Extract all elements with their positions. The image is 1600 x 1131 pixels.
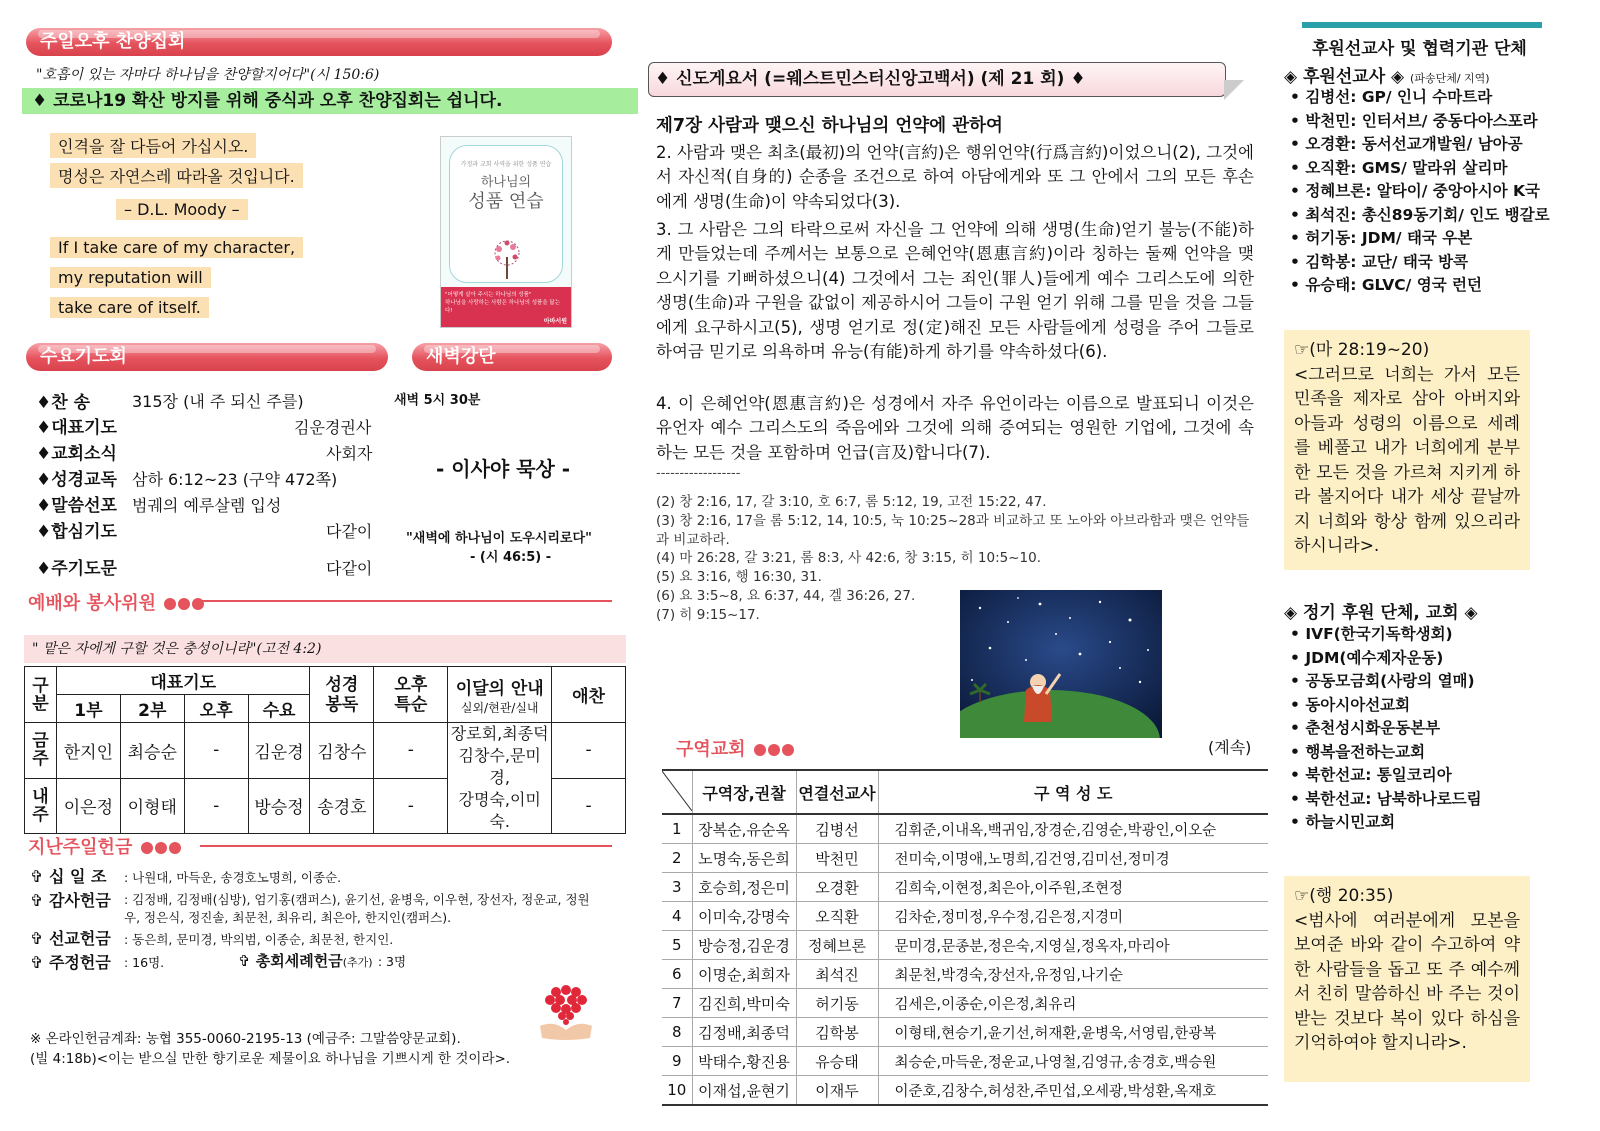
wed-value-prayer: 김운경권사: [294, 418, 372, 437]
paragraph-3: 3. 그 사람은 그의 타락으로써 자신을 그 언약에 의해 생명(生命)얻기 불능(不能)하게 만들었는데 주께서는 보통으로 은혜언약(恩惠言約)이라 칭하는 둘째 언약을 맺으시기를 기뻐하셨으니(4) 그것에서 그는 죄인(罪人)들에게 예수 그리스도에 의한 생명(生命)과 구원을 값없이 제공하시어 그들이 구원 얻기 위해 그를 믿을 것을 그들에게 요구하시고(5), 생명 얻기로 정(定)해진 모든 사람들에게 성령을 주어 그들로 하여금 믿기로 의욕하며 유능(有能)하게 하기를 약속하셨다(6).: [656, 220, 1254, 362]
wed-label-news: ♦교회소식: [36, 444, 117, 464]
book-banner: "어떻게 살아 주시는 하나님의 성품" 하나님을 사랑하는 사람은 하나님의 성품을 닮는다!: [441, 287, 571, 327]
district-cell-no: 3: [662, 873, 692, 902]
offering-mission-names: : 동은희, 문미경, 박의범, 이종순, 최문천, 한지인.: [124, 932, 394, 947]
confession-title: ♦ 신도게요서 (=웨스트민스터신앙고백서) (제 21 회) ♦: [655, 69, 1086, 89]
header-gubun: 구분: [25, 667, 57, 723]
english-line-2: my reputation will: [50, 267, 211, 288]
table-row: [662, 1047, 1268, 1076]
dawn-title-banner: [412, 343, 612, 371]
wed-label-joint-prayer: ♦합심기도: [36, 522, 117, 542]
diamond-icon: ◈: [1391, 67, 1405, 87]
header-bible: 성경봉독: [310, 667, 374, 723]
book-cover: [440, 136, 572, 328]
list-item: • 북한선교: 통일코리아: [1290, 766, 1452, 784]
servants-quote: " 맡은 자에게 구할 것은 충성이니라"(고전 4:2): [24, 635, 626, 663]
verse-ref: ☞(행 20:35): [1294, 886, 1394, 906]
dawn-verse-ref: - (시 46:5) -: [470, 550, 552, 565]
list-item: • 행복을전하는교회: [1290, 742, 1426, 761]
table-row: [662, 1018, 1268, 1047]
district-cell-no: 7: [662, 989, 692, 1018]
header-prayer: 대표기도: [56, 667, 310, 695]
district-cell-no: 5: [662, 931, 692, 960]
table-row: [662, 931, 1268, 960]
starry-night-illustration: [960, 590, 1162, 738]
offering-thanks-names: : 김정배, 김정배(심방), 엄기홍(캠퍼스), 윤기선, 윤병욱, 이우현, 장선자, 정운교, 정원우, 정은식, 정진솔, 최문천, 최유리, 최은아, 한지인(캠퍼스).: [124, 892, 590, 925]
diamond-icon: ◈: [1284, 603, 1298, 623]
quote-author: – D.L. Moody –: [116, 199, 248, 220]
district-cell-members: 이형태,현승기,윤기선,허재환,윤병욱,서영림,한광복: [878, 1018, 1268, 1047]
district-cell-leader: 이미숙,강명숙: [692, 902, 796, 931]
online-account: ※ 온라인헌금계좌: 농협 355-0060-2195-13 (예금주: 그말씀양문교회).: [30, 1031, 461, 1047]
orgs-heading: ◈ 정기 후원 단체, 교회 ◈: [1284, 603, 1478, 623]
list-item: • JDM(예수제자운동): [1290, 648, 1444, 667]
offering-weekly-names: : 16명.: [124, 955, 165, 970]
wed-value-reading: 삼하 6:12~23 (구약 472쪽): [132, 470, 338, 489]
header-diagonal: [662, 770, 692, 814]
district-cell-leader: 방승정,김운경: [692, 931, 796, 960]
table-row: [662, 844, 1268, 873]
diamond-icon: ◈: [1464, 603, 1478, 623]
offering-divider: [200, 845, 612, 847]
diamond-icon: ◈: [1284, 67, 1298, 87]
servants-divider: [200, 600, 612, 602]
english-line-1: If I take care of my character,: [50, 237, 303, 258]
servants-table: [24, 666, 626, 834]
quote-line-2: 명성은 자연스레 따라올 것입니다.: [50, 163, 303, 188]
header-guide: 이달의 안내 실외/현관/실내: [448, 667, 552, 723]
header-leader: 구역장,권찰: [692, 770, 796, 814]
guide-names: 장로회,최종덕 김창수,문미경, 강명숙,이미숙.: [448, 723, 552, 834]
district-cell-members: 최승순,마득운,정운교,나영철,김영규,송경호,백승원: [878, 1047, 1268, 1076]
district-cell-missionary: 유승태: [796, 1047, 878, 1076]
wed-value-joint-prayer: 다같이: [326, 522, 373, 541]
header-missionary: 연결선교사: [796, 770, 878, 814]
verse-box-matthew: [1284, 330, 1530, 570]
offering-weekly-label: ✞ 주정헌금: [30, 953, 111, 972]
district-cell-leader: 노명숙,동은희: [692, 844, 796, 873]
book-publisher: 아바서원: [543, 318, 567, 325]
district-cell-no: 6: [662, 960, 692, 989]
title-dots-icon: [139, 838, 181, 859]
footnote-3: (3) 창 2:16, 17을 롬 5:12, 14, 10:5, 눅 10:25~28과 비교하고 또 노아와 아브라함과 맺은 언약들과 비교하라.: [656, 513, 1250, 548]
paragraph-4: 4. 이 은혜언약(恩惠言約)은 성경에서 자주 유언이라는 이름으로 발표되니 이것은 유언자 예수 그리스도의 죽음에와 그것에 의해 증여되는 영원한 기업에, 그것에 속하는 모든 것을 포함하며 언급(言及)합니다(7).: [656, 394, 1254, 462]
list-item: • 유승태: GLVC/ 영국 런던: [1290, 276, 1483, 294]
paragraph-2: 2. 사람과 맺은 최초(最初)의 언약(言約)은 행위언약(行爲言約)이었으니(2), 그것에서 자신적(自身的) 순종을 조건으로 하여 아담에게와 또 그 안에서 그의 모든 후손에게 생명(生命)이 약속되었다(3).: [656, 143, 1254, 211]
wed-value-sermon: 범궤의 예루살렘 입성: [132, 496, 282, 515]
district-cell-members: 김세은,이종순,이은정,최유리: [878, 989, 1268, 1018]
title-dots-icon: [752, 740, 794, 761]
district-cell-missionary: 허기동: [796, 989, 878, 1018]
table-row: [662, 1076, 1268, 1106]
header-pm-special: 오후특순: [374, 667, 448, 723]
wed-value-news: 사회자: [326, 444, 373, 463]
list-item: • 정혜브론: 알타이/ 중앙아시아 K국: [1290, 182, 1541, 200]
wed-value-hymn: 315장 (내 주 되신 주를): [132, 392, 304, 411]
district-cell-missionary: 김학봉: [796, 1018, 878, 1047]
list-item: • 동아시아선교회: [1290, 695, 1411, 714]
district-cell-missionary: 오직환: [796, 902, 878, 931]
dawn-title: 새벽강단: [426, 346, 496, 367]
header-p1: 1부: [56, 695, 120, 723]
table-row: 금주 한지인 최승순 - 김운경 김창수 - 장로회,최종덕 김창수,문미경, 강명숙,이미숙. -: [25, 723, 626, 779]
covid-notice: ♦ 코로나19 확산 방지를 위해 중식과 오후 찬양집회는 쉽니다.: [22, 88, 638, 114]
list-item: • 춘천성시화운동본부: [1290, 719, 1441, 737]
sunday-title-banner: [26, 28, 612, 56]
right-title-bar: [1302, 22, 1542, 28]
header-praise: 애찬: [552, 667, 626, 723]
table-row: [662, 814, 1268, 844]
district-cell-missionary: 김병선: [796, 814, 878, 844]
sunday-title: 주일오후 찬양집회: [40, 31, 186, 52]
list-item: • 오경환: 동서선교개발원/ 남아공: [1290, 135, 1523, 153]
district-cell-leader: 장복순,유순옥: [692, 814, 796, 844]
footnote-4: (4) 마 26:28, 갈 3:21, 롬 8:3, 사 42:6, 창 3:15, 히 10:5~10.: [656, 550, 1041, 566]
offering-title: 지난주일헌금: [28, 833, 181, 859]
wed-label-hymn: ♦찬 송: [36, 393, 91, 413]
district-cell-members: 김희숙,이현정,최은아,이주원,조현정: [878, 873, 1268, 902]
district-continued: (계속): [1208, 738, 1252, 757]
table-row: 내주 이은정 이형태 - 방승정 송경호 - -: [25, 778, 626, 834]
wed-label-prayer: ♦대표기도: [36, 418, 117, 438]
dawn-book: - 이사야 묵상 -: [436, 457, 571, 481]
footnote-rule: ------------------: [656, 466, 741, 481]
wed-value-lords-prayer: 다같이: [326, 559, 373, 578]
title-arrow-icon: [1224, 80, 1244, 102]
list-item: • 오직환: GMS/ 말라위 살리마: [1290, 158, 1508, 177]
list-item: • IVF(한국기독학생회): [1290, 625, 1453, 643]
book-title-2: 성품 연습: [468, 191, 544, 212]
district-cell-leader: 김진희,박미숙: [692, 989, 796, 1018]
wed-label-reading: ♦성경교독: [36, 470, 117, 490]
offering-verse: (빌 4:18b)<이는 받으실 만한 향기로운 제물이요 하나님을 기쁘시게 한 것이라>.: [30, 1051, 511, 1067]
list-item: • 공동모금회(사랑의 열매): [1290, 672, 1475, 690]
title-dots-icon: [162, 594, 204, 615]
district-cell-leader: 이명순,최희자: [692, 960, 796, 989]
list-item: • 허기동: JDM/ 태국 우본: [1290, 229, 1473, 247]
district-cell-no: 8: [662, 1018, 692, 1047]
footnote-7: (7) 히 9:15~17.: [656, 607, 760, 623]
wed-label-sermon: ♦말씀선포: [36, 496, 117, 516]
district-cell-leader: 이재섭,윤현기: [692, 1076, 796, 1106]
missionaries-heading: ◈ 후원선교사 ◈ (파송단체/ 지역): [1284, 67, 1490, 87]
offering-thanks-label: ✞ 감사헌금: [30, 891, 111, 910]
district-cell-no: 9: [662, 1047, 692, 1076]
dawn-verse: "새벽에 하나님이 도우시리로다": [406, 531, 592, 546]
list-item: • 최석진: 총신89동기회/ 인도 뱅갈로: [1290, 205, 1550, 224]
offering-baptism: ✞ 총회세례헌금(추가) : 3명: [238, 952, 407, 970]
list-item: • 박천민: 인터서브/ 중동다아스포라: [1290, 111, 1538, 130]
verse-text: <범사에 여러분에게 모본을 보여준 바와 같이 수고하여 약한 사람들을 돕고 또 주 예수께서 친히 말씀하신 바 주는 것이 받는 것보다 복이 있다 하심을 기억하여야 할지니라>.: [1294, 910, 1520, 1053]
district-cell-leader: 호승희,정은미: [692, 873, 796, 902]
district-cell-missionary: 최석진: [796, 960, 878, 989]
verse-text: <그러므로 너희는 가서 모든 민족을 제자로 삼아 아버지와 아들과 성령의 이름으로 세례를 베풀고 내가 너희에게 분부한 모든 것을 가르쳐 지키게 하라 볼지어다 내가 세상 끝날까지 너희와 항상 함께 있으리라 하시니라>.: [1294, 364, 1520, 556]
district-cell-leader: 김정배,최종덕: [692, 1018, 796, 1047]
dawn-time: 새벽 5시 30분: [394, 393, 481, 408]
wednesday-title: 수요기도회: [40, 346, 127, 367]
english-line-3: take care of itself.: [50, 297, 209, 318]
sunday-quote: "호흡이 있는 자마다 하나님을 찬양할지어다"(시 150:6): [36, 67, 380, 83]
tree-illustration: [481, 237, 533, 281]
confession-title-box: [648, 62, 1226, 97]
district-cell-members: 문미경,문종분,정은숙,지영실,정옥자,마리아: [878, 931, 1268, 960]
wed-label-lords-prayer: ♦주기도문: [36, 559, 117, 579]
table-row: [662, 960, 1268, 989]
district-cell-members: 전미숙,이명애,노명희,김건영,김미선,정미경: [878, 844, 1268, 873]
chapter-title: 제7장 사람과 맺으신 하나님의 언약에 관하여: [656, 116, 1003, 136]
offering-tithe-label: ✞ 십 일 조: [30, 867, 107, 886]
servants-title: 예배와 봉사위원: [28, 589, 204, 615]
right-title: 후원선교사 및 협력기관 단체: [1312, 39, 1527, 59]
list-item: • 북한선교: 남북하나로드림: [1290, 789, 1482, 808]
district-cell-leader: 박태수,황진용: [692, 1047, 796, 1076]
table-row: [662, 873, 1268, 902]
district-cell-no: 10: [662, 1076, 692, 1106]
footnote-5: (5) 요 3:16, 행 16:30, 31.: [656, 569, 822, 585]
list-item: • 김병선: GP/ 인니 수마트라: [1290, 88, 1493, 106]
orgs-list: [1290, 623, 1482, 835]
list-item: • 김학봉: 교단/ 태국 방콕: [1290, 252, 1469, 271]
district-cell-missionary: 박천민: [796, 844, 878, 873]
footnote-2: (2) 창 2:16, 17, 갈 3:10, 호 6:7, 롬 5:12, 19, 고전 15:22, 47.: [656, 494, 1047, 510]
district-cell-no: 4: [662, 902, 692, 931]
table-row: [662, 989, 1268, 1018]
district-cell-members: 이준호,김창수,허성찬,주민섭,오세광,박성환,옥재호: [878, 1076, 1268, 1106]
header-pm: 오후: [184, 695, 248, 723]
missionaries-list: [1290, 86, 1550, 298]
district-cell-members: 최문천,박경숙,장선자,유정임,나기순: [878, 960, 1268, 989]
offering-tithe-names: : 나원대, 마득운, 송경호노명희, 이종순.: [124, 870, 342, 885]
verse-box-acts: [1284, 876, 1530, 1082]
district-table: [662, 769, 1268, 1106]
offering-mission-label: ✞ 선교헌금: [30, 929, 111, 948]
verse-ref: ☞(마 28:19~20): [1294, 340, 1430, 360]
table-row: [662, 902, 1268, 931]
district-cell-no: 1: [662, 814, 692, 844]
district-cell-members: 김차순,정미정,우수정,김은정,지경미: [878, 902, 1268, 931]
header-members: 구 역 성 도: [878, 770, 1268, 814]
district-cell-missionary: 정혜브론: [796, 931, 878, 960]
list-item: • 하늘시민교회: [1290, 813, 1396, 831]
district-cell-missionary: 이재두: [796, 1076, 878, 1106]
heart-hands-icon: [534, 982, 598, 1042]
district-cell-no: 2: [662, 844, 692, 873]
district-cell-members: 김휘준,이내옥,백귀임,장경순,김영순,박광인,이오순: [878, 814, 1268, 844]
footnote-6: (6) 요 3:5~8, 요 6:37, 44, 겔 36:26, 27.: [656, 588, 916, 604]
book-title-1: 하나님의: [480, 175, 532, 190]
header-p2: 2부: [120, 695, 184, 723]
wednesday-title-banner: [26, 343, 388, 371]
book-subtitle: 가정과 교회 사역을 위한 성품 연습: [460, 161, 552, 168]
quote-line-1: 인격을 잘 다듬어 가십시오.: [50, 133, 256, 158]
district-title: 구역교회: [676, 735, 794, 761]
district-cell-missionary: 오경환: [796, 873, 878, 902]
header-wed: 수요: [248, 695, 310, 723]
